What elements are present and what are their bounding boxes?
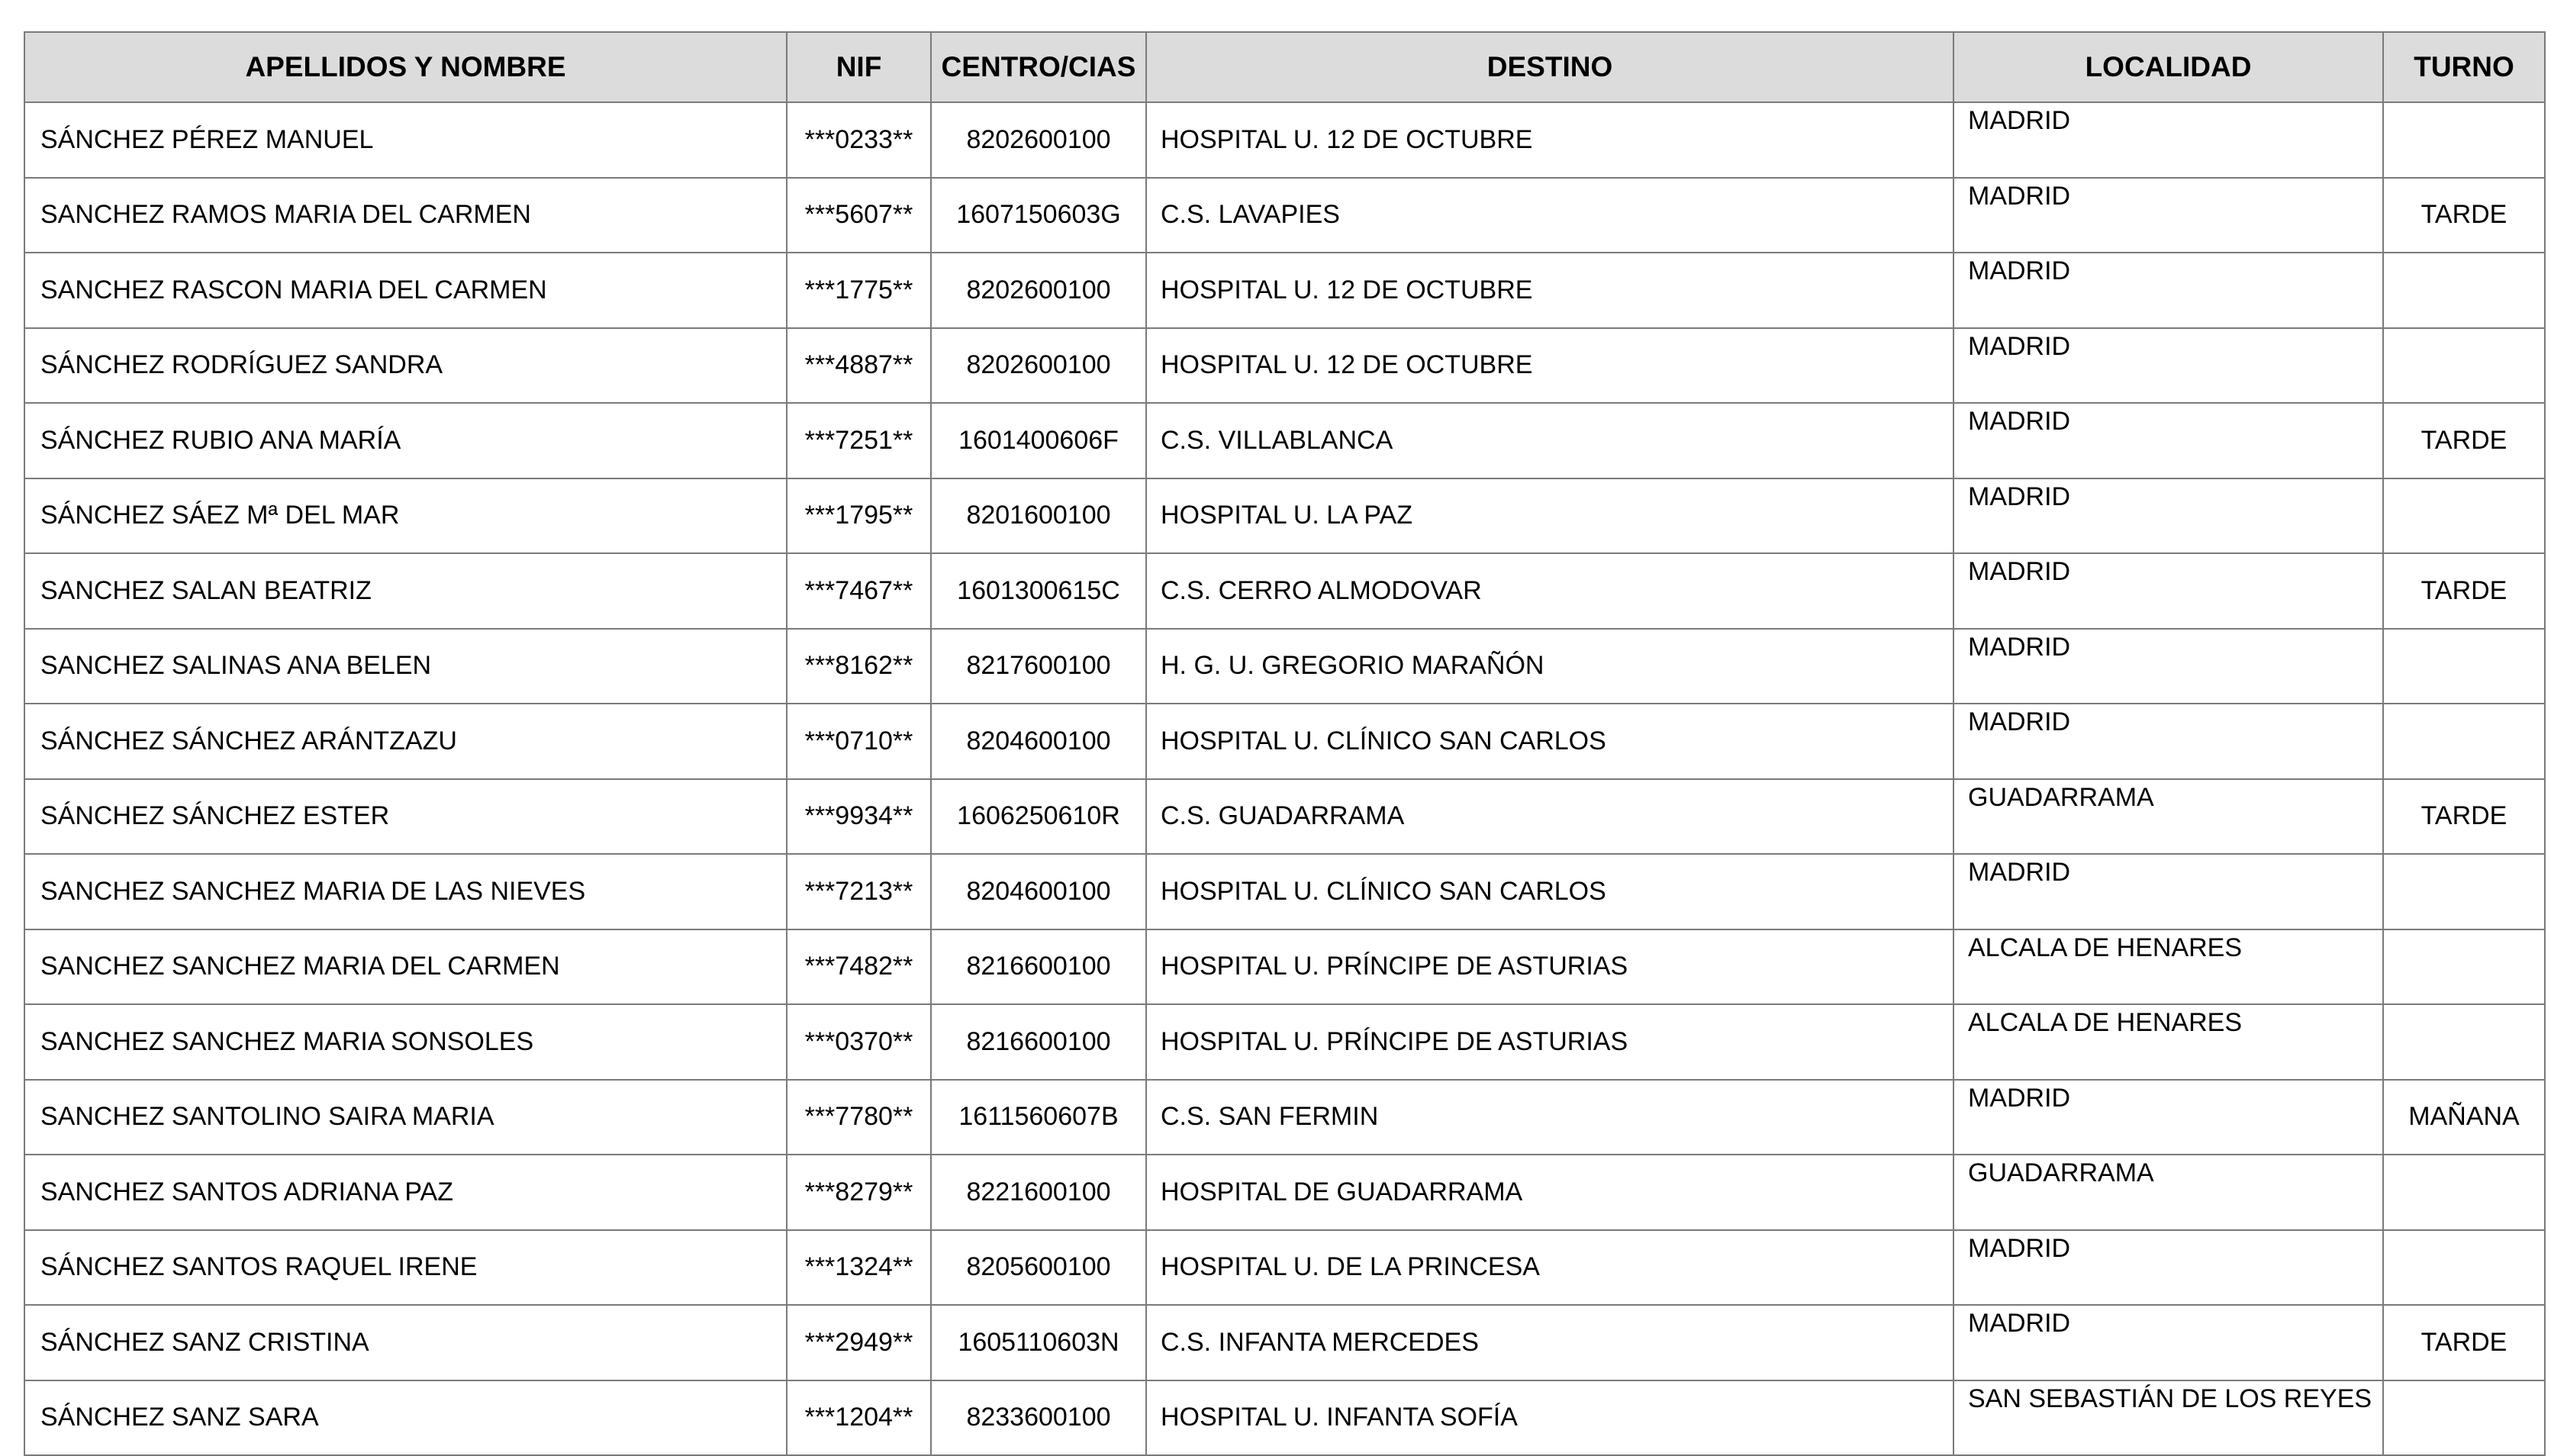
cell-turno [2383, 929, 2545, 1005]
cell-name: SANCHEZ SALAN BEATRIZ [24, 553, 787, 629]
table-row [24, 1380, 2545, 1456]
cell-destino: HOSPITAL U. PRÍNCIPE DE ASTURIAS [1146, 929, 1953, 1005]
cell-turno [2383, 328, 2545, 404]
cell-turno: TARDE [2383, 1305, 2545, 1380]
cell-nif: ***9934** [787, 779, 931, 855]
cell-nif: ***7213** [787, 854, 931, 929]
cell-name: SANCHEZ SANCHEZ MARIA DEL CARMEN [24, 929, 787, 1005]
cell-nif: ***1795** [787, 478, 931, 554]
column-header-localidad: LOCALIDAD [1953, 32, 2383, 102]
cell-destino: H. G. U. GREGORIO MARAÑÓN [1146, 629, 1953, 704]
cell-centro: 1601400606F [931, 403, 1146, 478]
cell-nif: ***0710** [787, 704, 931, 779]
cell-centro: 1611560607B [931, 1080, 1146, 1155]
cell-destino: HOSPITAL U. 12 DE OCTUBRE [1146, 253, 1953, 328]
cell-turno [2383, 1230, 2545, 1306]
cell-centro: 8205600100 [931, 1230, 1146, 1306]
column-header-destino: DESTINO [1146, 32, 1953, 102]
table-body [24, 102, 2545, 1455]
table-row [24, 629, 2545, 704]
cell-destino: HOSPITAL DE GUADARRAMA [1146, 1155, 1953, 1230]
cell-nif: ***1775** [787, 253, 931, 328]
cell-nif: ***7251** [787, 403, 931, 478]
table-row [24, 553, 2545, 629]
cell-name: SANCHEZ SANTOS ADRIANA PAZ [24, 1155, 787, 1230]
cell-localidad: GUADARRAMA [1953, 1155, 2383, 1230]
cell-localidad: MADRID [1953, 1080, 2383, 1155]
cell-localidad: MADRID [1953, 1305, 2383, 1380]
cell-centro: 1601300615C [931, 553, 1146, 629]
cell-nif: ***5607** [787, 178, 931, 253]
table-row [24, 1305, 2545, 1380]
cell-turno: TARDE [2383, 178, 2545, 253]
cell-turno [2383, 253, 2545, 328]
table-row [24, 854, 2545, 929]
cell-centro: 8221600100 [931, 1155, 1146, 1230]
cell-nif: ***4887** [787, 328, 931, 404]
cell-localidad: MADRID [1953, 1230, 2383, 1306]
column-header-name: APELLIDOS Y NOMBRE [24, 32, 787, 102]
cell-destino: C.S. SAN FERMIN [1146, 1080, 1953, 1155]
cell-turno [2383, 704, 2545, 779]
cell-localidad: MADRID [1953, 253, 2383, 328]
cell-destino: HOSPITAL U. CLÍNICO SAN CARLOS [1146, 704, 1953, 779]
column-header-nif: NIF [787, 32, 931, 102]
cell-name: SÁNCHEZ SÁEZ Mª DEL MAR [24, 478, 787, 554]
cell-nif: ***1204** [787, 1380, 931, 1456]
cell-localidad: MADRID [1953, 102, 2383, 178]
cell-name: SANCHEZ RAMOS MARIA DEL CARMEN [24, 178, 787, 253]
cell-localidad: ALCALA DE HENARES [1953, 929, 2383, 1005]
cell-nif: ***8279** [787, 1155, 931, 1230]
cell-turno [2383, 629, 2545, 704]
cell-centro: 8216600100 [931, 1004, 1146, 1080]
cell-nif: ***0370** [787, 1004, 931, 1080]
table-row [24, 403, 2545, 478]
cell-destino: HOSPITAL U. CLÍNICO SAN CARLOS [1146, 854, 1953, 929]
cell-turno: TARDE [2383, 403, 2545, 478]
table-row [24, 253, 2545, 328]
cell-nif: ***7467** [787, 553, 931, 629]
cell-nif: ***7780** [787, 1080, 931, 1155]
cell-nif: ***1324** [787, 1230, 931, 1306]
cell-centro: 8202600100 [931, 253, 1146, 328]
cell-destino: C.S. VILLABLANCA [1146, 403, 1953, 478]
cell-centro: 8204600100 [931, 854, 1146, 929]
cell-turno [2383, 854, 2545, 929]
cell-centro: 8201600100 [931, 478, 1146, 554]
cell-centro: 1605110603N [931, 1305, 1146, 1380]
cell-name: SÁNCHEZ SANZ CRISTINA [24, 1305, 787, 1380]
cell-name: SÁNCHEZ PÉREZ MANUEL [24, 102, 787, 178]
cell-turno: TARDE [2383, 779, 2545, 855]
cell-centro: 8202600100 [931, 102, 1146, 178]
cell-name: SANCHEZ RASCON MARIA DEL CARMEN [24, 253, 787, 328]
table-row [24, 929, 2545, 1005]
table-row [24, 704, 2545, 779]
cell-localidad: MADRID [1953, 478, 2383, 554]
table-row [24, 779, 2545, 855]
column-header-turno: TURNO [2383, 32, 2545, 102]
cell-localidad: MADRID [1953, 553, 2383, 629]
cell-name: SÁNCHEZ SÁNCHEZ ARÁNTZAZU [24, 704, 787, 779]
cell-name: SÁNCHEZ SANZ SARA [24, 1380, 787, 1456]
cell-name: SÁNCHEZ SÁNCHEZ ESTER [24, 779, 787, 855]
cell-turno: MAÑANA [2383, 1080, 2545, 1155]
cell-turno [2383, 1004, 2545, 1080]
cell-turno [2383, 1380, 2545, 1456]
cell-localidad: MADRID [1953, 328, 2383, 404]
table-row [24, 1080, 2545, 1155]
column-header-centro: CENTRO/CIAS [931, 32, 1146, 102]
cell-centro: 1606250610R [931, 779, 1146, 855]
cell-name: SÁNCHEZ RODRÍGUEZ SANDRA [24, 328, 787, 404]
assignment-list-sheet [24, 31, 2546, 1456]
cell-localidad: MADRID [1953, 178, 2383, 253]
cell-centro: 8202600100 [931, 328, 1146, 404]
table-row [24, 478, 2545, 554]
cell-centro: 8204600100 [931, 704, 1146, 779]
cell-centro: 8233600100 [931, 1380, 1146, 1456]
table-row [24, 328, 2545, 404]
cell-name: SANCHEZ SANTOLINO SAIRA MARIA [24, 1080, 787, 1155]
cell-name: SÁNCHEZ RUBIO ANA MARÍA [24, 403, 787, 478]
cell-localidad: MADRID [1953, 854, 2383, 929]
cell-nif: ***8162** [787, 629, 931, 704]
table-header [24, 32, 2545, 102]
cell-name: SANCHEZ SANCHEZ MARIA SONSOLES [24, 1004, 787, 1080]
cell-destino: HOSPITAL U. INFANTA SOFÍA [1146, 1380, 1953, 1456]
table-row [24, 102, 2545, 178]
cell-name: SANCHEZ SANCHEZ MARIA DE LAS NIEVES [24, 854, 787, 929]
cell-name: SÁNCHEZ SANTOS RAQUEL IRENE [24, 1230, 787, 1306]
cell-turno [2383, 102, 2545, 178]
cell-name: SANCHEZ SALINAS ANA BELEN [24, 629, 787, 704]
cell-localidad: ALCALA DE HENARES [1953, 1004, 2383, 1080]
cell-turno: TARDE [2383, 553, 2545, 629]
cell-localidad: MADRID [1953, 403, 2383, 478]
cell-localidad: MADRID [1953, 704, 2383, 779]
cell-localidad: GUADARRAMA [1953, 779, 2383, 855]
cell-destino: C.S. CERRO ALMODOVAR [1146, 553, 1953, 629]
cell-centro: 1607150603G [931, 178, 1146, 253]
cell-centro: 8217600100 [931, 629, 1146, 704]
cell-nif: ***7482** [787, 929, 931, 1005]
cell-localidad: MADRID [1953, 629, 2383, 704]
cell-nif: ***2949** [787, 1305, 931, 1380]
cell-destino: C.S. GUADARRAMA [1146, 779, 1953, 855]
cell-destino: C.S. LAVAPIES [1146, 178, 1953, 253]
table-row [24, 178, 2545, 253]
cell-localidad: SAN SEBASTIÁN DE LOS REYES [1953, 1380, 2383, 1456]
cell-destino: HOSPITAL U. 12 DE OCTUBRE [1146, 328, 1953, 404]
cell-destino: HOSPITAL U. DE LA PRINCESA [1146, 1230, 1953, 1306]
assignment-table [24, 31, 2546, 1456]
cell-destino: HOSPITAL U. 12 DE OCTUBRE [1146, 102, 1953, 178]
cell-centro: 8216600100 [931, 929, 1146, 1005]
cell-turno [2383, 478, 2545, 554]
table-row [24, 1004, 2545, 1080]
cell-destino: HOSPITAL U. LA PAZ [1146, 478, 1953, 554]
cell-destino: HOSPITAL U. PRÍNCIPE DE ASTURIAS [1146, 1004, 1953, 1080]
cell-turno [2383, 1155, 2545, 1230]
table-row [24, 1230, 2545, 1306]
header-row [24, 32, 2545, 102]
cell-destino: C.S. INFANTA MERCEDES [1146, 1305, 1953, 1380]
table-row [24, 1155, 2545, 1230]
cell-nif: ***0233** [787, 102, 931, 178]
